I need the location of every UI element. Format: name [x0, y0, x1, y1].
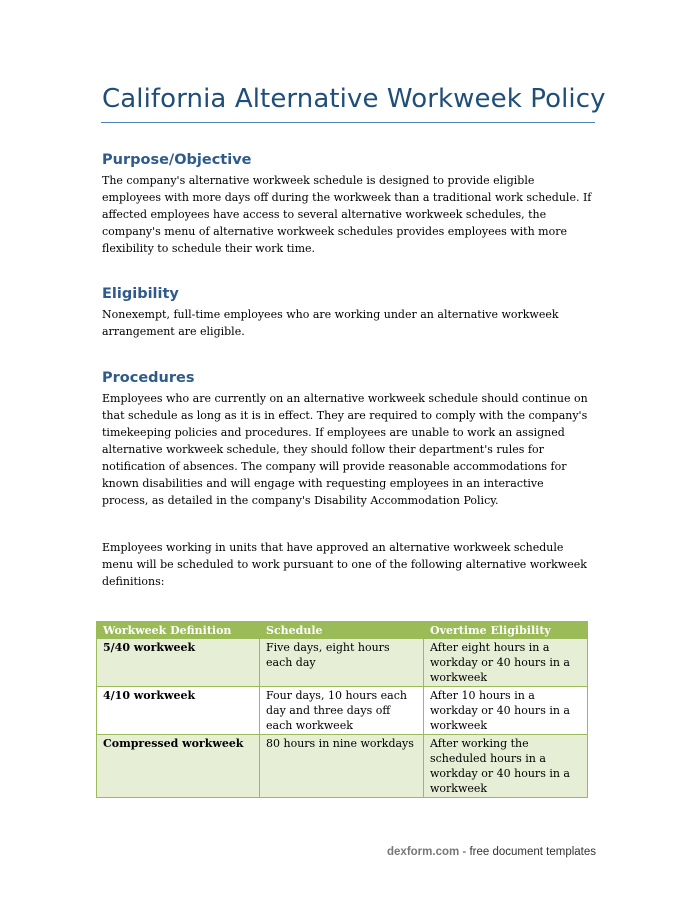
header-overtime-eligibility: Overtime Eligibility — [424, 622, 588, 639]
title-underline — [101, 122, 595, 123]
eligibility-body: Nonexempt, full-time employees who are working under an alternative workweek arrangement are eligible. — [102, 308, 559, 338]
workweek-table — [96, 621, 588, 798]
table-row — [97, 735, 588, 798]
document-title: California Alternative Workweek Policy — [102, 84, 606, 114]
eligibility-heading: Eligibility — [102, 286, 179, 302]
header-workweek-definition: Workweek Definition — [97, 622, 260, 639]
purpose-heading: Purpose/Objective — [102, 152, 252, 168]
cell-schedule: Four days, 10 hours each day and three days off each workweek — [260, 687, 424, 735]
cell-schedule: 80 hours in nine workdays — [260, 735, 424, 798]
cell-overtime: After eight hours in a workday or 40 hours in a workweek — [424, 639, 588, 687]
footer-brand-link[interactable]: dexform.com — [387, 846, 460, 858]
table-row — [97, 639, 588, 687]
table-row — [97, 687, 588, 735]
purpose-body: The company's alternative workweek schedule is designed to provide eligible employees with more days off during the workweek than a traditional work schedule. If affected employees have access to several alternative workweek schedules, the company's menu of alternative workweek schedules provides employees with more flexibility to schedule their work time. — [102, 174, 592, 255]
table-header-row — [97, 622, 588, 639]
procedures-heading: Procedures — [102, 370, 195, 386]
cell-definition: 5/40 workweek — [97, 639, 260, 687]
procedures-body-2: Employees working in units that have approved an alternative workweek schedule menu will be scheduled to work pursuant to one of the following alternative workweek definitions: — [102, 541, 587, 588]
cell-overtime: After 10 hours in a workday or 40 hours in a workweek — [424, 687, 588, 735]
procedures-body: Employees who are currently on an alternative workweek schedule should continue on that schedule as long as it is in effect. They are required to comply with the company's timekeeping policies and procedures. If employees are unable to work an assigned alternative workweek schedule, they should follow their department's rules for notification of absences. The company will provide reasonable accommodations for known disabilities and will engage with requesting employees in an interactive process, as detailed in the company's Disability Accommodation Policy. — [102, 392, 588, 507]
cell-overtime: After working the scheduled hours in a workday or 40 hours in a workweek — [424, 735, 588, 798]
footer — [387, 846, 596, 858]
footer-text: - free document templates — [459, 846, 597, 858]
cell-definition: 4/10 workweek — [97, 687, 260, 735]
cell-schedule: Five days, eight hours each day — [260, 639, 424, 687]
header-schedule: Schedule — [260, 622, 424, 639]
cell-definition: Compressed workweek — [97, 735, 260, 798]
